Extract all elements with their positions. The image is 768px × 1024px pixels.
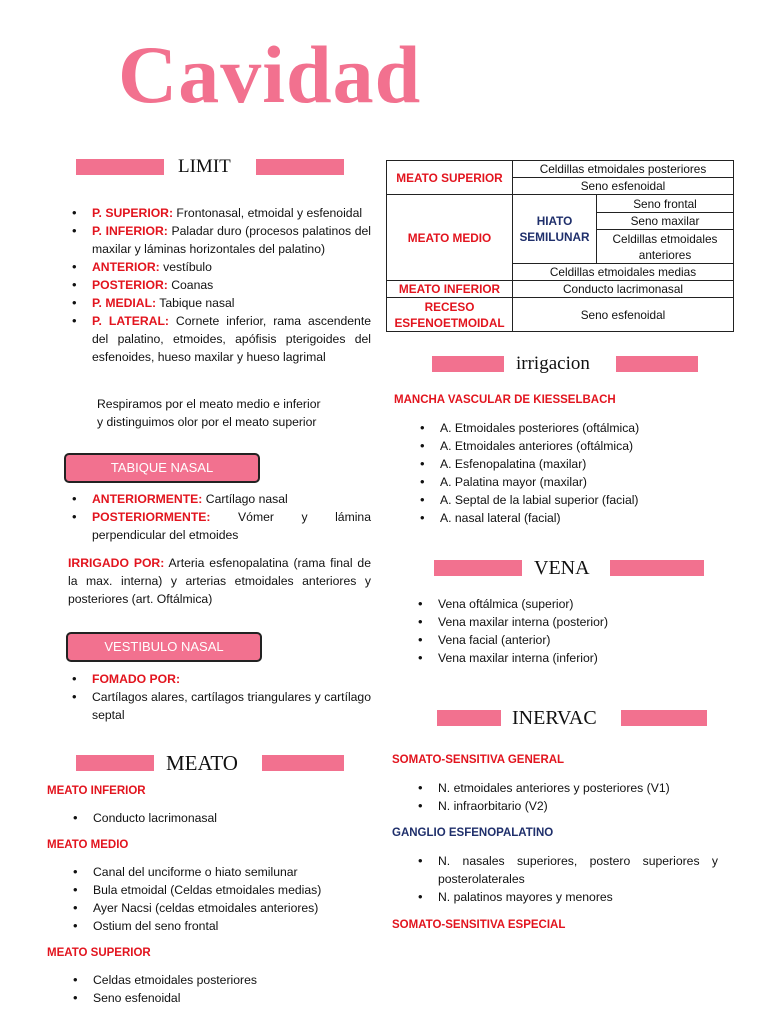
section-header-inervac bbox=[437, 706, 737, 730]
list-item: • A. Palatina mayor (maxilar) bbox=[414, 473, 734, 491]
table-cell: Celdillas etmoidales anteriores bbox=[597, 230, 734, 264]
vestibulo-section bbox=[66, 670, 371, 724]
somato-especial-label: SOMATO-SENSITIVA ESPECIAL bbox=[392, 919, 566, 931]
table-cell-receso: RECESO ESFENOETMOIDAL bbox=[387, 298, 513, 332]
list-item: • A. Esfenopalatina (maxilar) bbox=[414, 455, 734, 473]
table-cell: Conducto lacrimonasal bbox=[513, 281, 734, 298]
list-item: • FOMADO POR: bbox=[66, 670, 371, 688]
irrigacion-section bbox=[394, 391, 734, 527]
tabique-nasal-label: TABIQUE NASAL bbox=[64, 453, 260, 483]
header-text: VENA bbox=[534, 557, 590, 579]
list-item: • P. LATERAL: Cornete inferior, rama ascendente del palatino, etmoides, apófisis pterigoides del esfenoides, hueso maxilar y hueso lagrimal bbox=[66, 312, 371, 366]
section-header-irrigacion bbox=[432, 352, 702, 376]
table-cell-meato-medio: MEATO MEDIO bbox=[387, 195, 513, 281]
header-bar-left bbox=[437, 710, 501, 726]
list-item: • P. INFERIOR: Paladar duro (procesos palatinos del maxilar y láminas horizontales del palatino) bbox=[66, 222, 371, 258]
list-item: • A. Etmoidales anteriores (oftálmica) bbox=[414, 437, 734, 455]
meato-section bbox=[47, 782, 367, 1007]
vestibulo-nasal-label: VESTIBULO NASAL bbox=[66, 632, 262, 662]
page-title: Cavidad bbox=[118, 29, 422, 120]
irrigado-paragraph: IRRIGADO POR: Arteria esfenopalatina (rama final de la max. interna) y arterias etmoidales anteriores y posteriores (art. Oftálmica) bbox=[68, 556, 371, 606]
list-item: • ANTERIORMENTE: Cartílago nasal bbox=[66, 490, 371, 508]
list-item: • P. SUPERIOR: Frontonasal, etmoidal y esfenoidal bbox=[66, 204, 371, 222]
list-item: • N. etmoidales anteriores y posteriores (V1) bbox=[412, 779, 718, 797]
list-item: • N. palatinos mayores y menores bbox=[412, 888, 718, 906]
list-item: • ANTERIOR: vestíbulo bbox=[66, 258, 371, 276]
header-text: irrigacion bbox=[516, 353, 590, 374]
list-item: • N. infraorbitario (V2) bbox=[412, 797, 718, 815]
header-bar-left bbox=[432, 356, 504, 372]
meato-superior-label: MEATO SUPERIOR bbox=[47, 947, 151, 959]
header-bar-left bbox=[76, 159, 164, 175]
list-item: • Vena maxilar interna (posterior) bbox=[412, 613, 732, 631]
header-bar-left bbox=[434, 560, 522, 576]
somato-general-label: SOMATO-SENSITIVA GENERAL bbox=[392, 754, 565, 766]
header-text: MEATO bbox=[166, 751, 238, 775]
list-item: • Vena oftálmica (superior) bbox=[412, 595, 732, 613]
list-item: • N. nasales superiores, postero superiores y posterolaterales bbox=[412, 852, 718, 888]
list-item: • Ayer Nacsi (celdas etmoidales anteriores) bbox=[67, 899, 367, 917]
list-item: • Vena maxilar interna (inferior) bbox=[412, 649, 732, 667]
list-item: • A. Etmoidales posteriores (oftálmica) bbox=[414, 419, 734, 437]
tabique-section bbox=[66, 490, 371, 544]
header-bar-right bbox=[256, 159, 344, 175]
list-item: • Cartílagos alares, cartílagos triangulares y cartílago septal bbox=[66, 688, 371, 724]
section-header-vena bbox=[434, 556, 734, 580]
table-cell: Celdillas etmoidales medias bbox=[513, 264, 734, 281]
table-cell: Celdillas etmoidales posteriores bbox=[513, 161, 734, 178]
header-bar-right bbox=[610, 560, 704, 576]
list-item: • Vena facial (anterior) bbox=[412, 631, 732, 649]
table-cell: Seno frontal bbox=[597, 195, 734, 213]
header-bar-right bbox=[621, 710, 707, 726]
kiesselbach-label: MANCHA VASCULAR DE KIESSELBACH bbox=[394, 394, 616, 406]
inervac-section bbox=[392, 751, 718, 934]
header-text: LIMIT bbox=[178, 156, 231, 177]
section-header-limit bbox=[76, 155, 346, 179]
header-text: INERVAC bbox=[512, 707, 597, 729]
table-cell: Seno esfenoidal bbox=[513, 178, 734, 195]
meato-table bbox=[386, 160, 734, 332]
meato-inferior-label: MEATO INFERIOR bbox=[47, 785, 146, 797]
ganglio-label: GANGLIO ESFENOPALATINO bbox=[392, 827, 554, 839]
list-item: • A. Septal de la labial superior (facial) bbox=[414, 491, 734, 509]
table-cell: Seno maxilar bbox=[597, 213, 734, 230]
list-item: • A. nasal lateral (facial) bbox=[414, 509, 734, 527]
table-cell: Seno esfenoidal bbox=[513, 298, 734, 332]
list-item: • Celdas etmoidales posteriores bbox=[67, 971, 367, 989]
table-cell-meato-inferior: MEATO INFERIOR bbox=[387, 281, 513, 298]
list-item: • POSTERIOR: Coanas bbox=[66, 276, 371, 294]
list-item: • Seno esfenoidal bbox=[67, 989, 367, 1007]
limits-section bbox=[66, 204, 371, 366]
list-item: • P. MEDIAL: Tabique nasal bbox=[66, 294, 371, 312]
list-item: • POSTERIORMENTE: Vómer y lámina perpendicular del etmoides bbox=[66, 508, 371, 544]
breathing-note: Respiramos por el meato medio e inferior y distinguimos olor por el meato superior bbox=[97, 397, 321, 429]
list-item: • Canal del unciforme o hiato semilunar bbox=[67, 863, 367, 881]
section-header-meato bbox=[76, 751, 346, 775]
header-bar-right bbox=[616, 356, 698, 372]
list-item: • Conducto lacrimonasal bbox=[67, 809, 367, 827]
meato-medio-label: MEATO MEDIO bbox=[47, 839, 129, 851]
list-item: • Ostium del seno frontal bbox=[67, 917, 367, 935]
header-bar-left bbox=[76, 755, 154, 771]
header-bar-right bbox=[262, 755, 344, 771]
vena-section bbox=[412, 595, 732, 667]
table-cell-meato-superior: MEATO SUPERIOR bbox=[387, 161, 513, 195]
list-item: • Bula etmoidal (Celdas etmoidales medias) bbox=[67, 881, 367, 899]
table-cell-hiato: HIATO SEMILUNAR bbox=[513, 195, 597, 264]
